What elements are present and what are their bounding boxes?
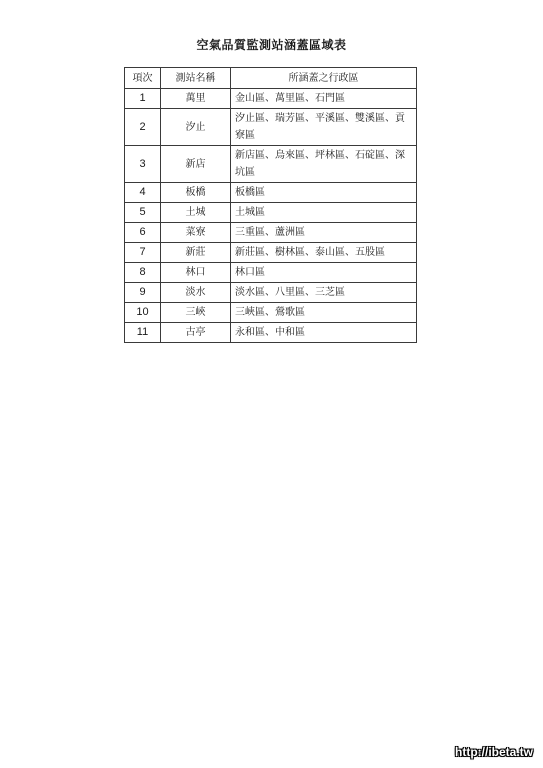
row-areas: 板橋區 bbox=[231, 183, 417, 203]
row-areas: 新莊區、樹林區、泰山區、五股區 bbox=[231, 243, 417, 263]
table-row bbox=[125, 283, 417, 303]
row-station: 林口 bbox=[161, 263, 231, 283]
row-areas: 汐止區、瑞芳區、平溪區、雙溪區、貢寮區 bbox=[231, 109, 417, 146]
row-areas: 三重區、蘆洲區 bbox=[231, 223, 417, 243]
row-station: 淡水 bbox=[161, 283, 231, 303]
row-no: 3 bbox=[125, 146, 161, 183]
table-row bbox=[125, 263, 417, 283]
table-row bbox=[125, 89, 417, 109]
row-no: 8 bbox=[125, 263, 161, 283]
table-body bbox=[125, 89, 417, 343]
row-no: 7 bbox=[125, 243, 161, 263]
row-no: 11 bbox=[125, 323, 161, 343]
table-row bbox=[125, 203, 417, 223]
coverage-table bbox=[124, 67, 417, 343]
row-station: 萬里 bbox=[161, 89, 231, 109]
table-row bbox=[125, 223, 417, 243]
table-row bbox=[125, 243, 417, 263]
row-no: 5 bbox=[125, 203, 161, 223]
row-areas: 土城區 bbox=[231, 203, 417, 223]
row-station: 汐止 bbox=[161, 109, 231, 146]
row-no: 9 bbox=[125, 283, 161, 303]
header-no: 項次 bbox=[125, 68, 161, 89]
row-no: 4 bbox=[125, 183, 161, 203]
row-no: 2 bbox=[125, 109, 161, 146]
header-areas: 所涵蓋之行政區 bbox=[231, 68, 417, 89]
table-row bbox=[125, 146, 417, 183]
row-areas: 林口區 bbox=[231, 263, 417, 283]
row-station: 菜寮 bbox=[161, 223, 231, 243]
watermark-url: http://ibeta.tw bbox=[455, 745, 533, 759]
row-no: 6 bbox=[125, 223, 161, 243]
row-station: 新店 bbox=[161, 146, 231, 183]
table-row bbox=[125, 303, 417, 323]
table-header-row bbox=[125, 68, 417, 89]
document-title: 空氣品質監測站涵蓋區域表 bbox=[196, 38, 347, 52]
row-no: 1 bbox=[125, 89, 161, 109]
table-row bbox=[125, 323, 417, 343]
row-areas: 金山區、萬里區、石門區 bbox=[231, 89, 417, 109]
row-station: 新莊 bbox=[161, 243, 231, 263]
row-station: 土城 bbox=[161, 203, 231, 223]
row-station: 板橋 bbox=[161, 183, 231, 203]
row-areas: 新店區、烏來區、坪林區、石碇區、深坑區 bbox=[231, 146, 417, 183]
row-areas: 三峽區、鶯歌區 bbox=[231, 303, 417, 323]
row-station: 古亭 bbox=[161, 323, 231, 343]
row-no: 10 bbox=[125, 303, 161, 323]
row-areas: 淡水區、八里區、三芝區 bbox=[231, 283, 417, 303]
row-areas: 永和區、中和區 bbox=[231, 323, 417, 343]
header-station: 測站名稱 bbox=[161, 68, 231, 89]
table-row bbox=[125, 109, 417, 146]
table-row bbox=[125, 183, 417, 203]
row-station: 三峽 bbox=[161, 303, 231, 323]
